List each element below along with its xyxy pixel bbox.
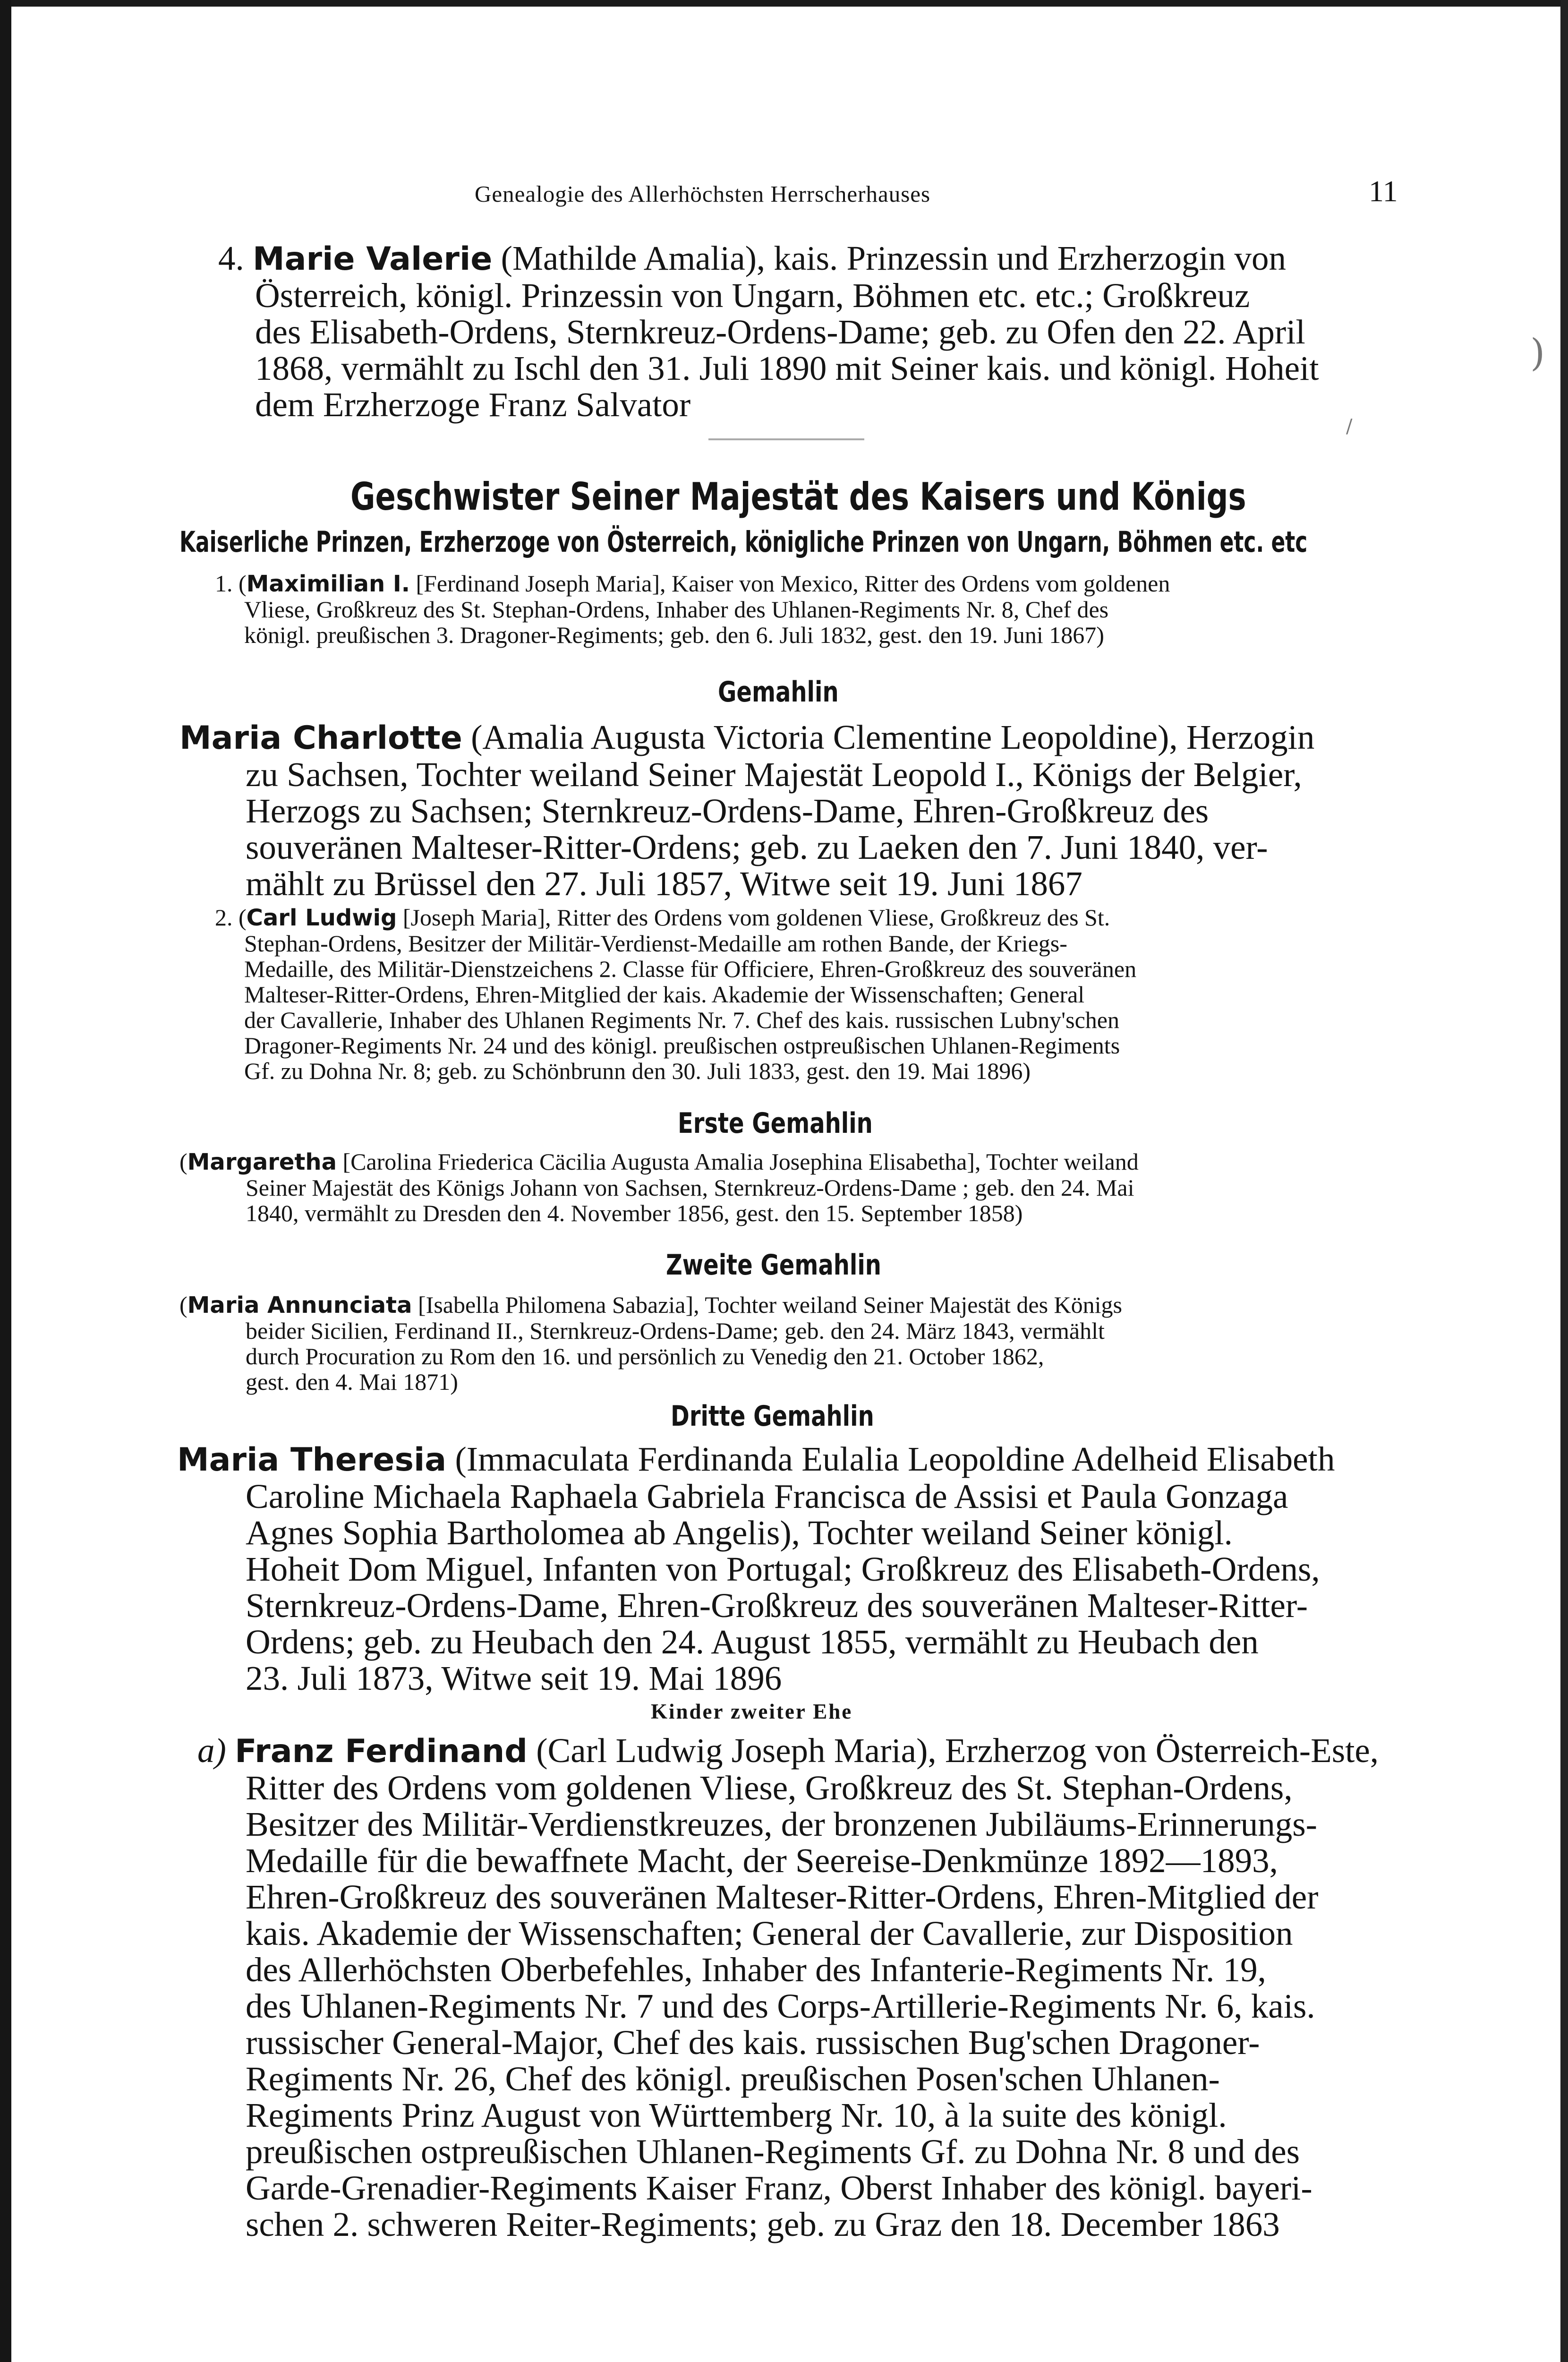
entry-maximilian: [215, 571, 1170, 648]
entry-name: Margaretha: [187, 1149, 337, 1175]
entry-line: souveränen Malteser-Ritter-Ordens; geb. zu Laeken den 7. Juni 1840, ver-: [246, 828, 1268, 866]
scan-mark-slash: /: [1346, 416, 1353, 437]
entry-line: Österreich, königl. Prinzessin von Ungarn, Böhmen etc. etc.; Großkreuz: [255, 276, 1250, 315]
entry-line: Regiments Nr. 26, Chef des königl. preußischen Posen'schen Uhlanen-: [246, 2060, 1220, 2098]
entry-number: 1. (: [215, 570, 247, 597]
entry-line: [Joseph Maria], Ritter des Ordens vom goldenen Vliese, Großkreuz des St.: [397, 904, 1110, 931]
entry-name: Maria Theresia: [177, 1441, 447, 1479]
section-divider: [708, 438, 864, 440]
entry-line: [Ferdinand Joseph Maria], Kaiser von Mexico, Ritter des Ordens vom goldenen: [409, 570, 1170, 597]
entry-line: Regiments Prinz August von Württemberg Nr. 10, à la suite des königl.: [246, 2096, 1227, 2134]
heading-gemahlin: [718, 676, 869, 709]
entry-line: (Mathilde Amalia), kais. Prinzessin und Erzherzogin von: [492, 239, 1287, 277]
subsection-heading: Erste Gemahlin: [678, 1107, 873, 1140]
entry-name: Carl Ludwig: [246, 905, 397, 931]
entry-franz-ferdinand: [197, 1732, 1379, 2242]
entry-name: Maria Annunciata: [187, 1292, 412, 1318]
entry-line: Besitzer des Militär-Verdienstkreuzes, der bronzenen Jubiläums-Erinnerungs-: [246, 1805, 1317, 1843]
subsection-heading: Dritte Gemahlin: [671, 1400, 874, 1433]
entry-name: Maximilian I.: [246, 571, 410, 597]
entry-line: Ritter des Ordens vom goldenen Vliese, Großkreuz des St. Stephan-Ordens,: [246, 1769, 1293, 1807]
entry-line: Medaille, des Militär-Dienstzeichens 2. Classe für Officiere, Ehren-Großkreuz des souveränen: [244, 956, 1137, 982]
scan-edge-left: [0, 0, 11, 2362]
entry-line: [Carolina Friederica Cäcilia Augusta Amalia Josephina Elisabetha], Tochter weiland: [336, 1148, 1139, 1175]
section-title: Geschwister Seiner Majestät des Kaisers und Königs: [350, 475, 1246, 519]
entry-line: beider Sicilien, Ferdinand II., Sternkreuz-Ordens-Dame; geb. den 24. März 1843, vermählt: [246, 1318, 1105, 1344]
entry-marie-valerie: [218, 240, 1319, 423]
entry-line: preußischen ostpreußischen Uhlanen-Regiments Gf. zu Dohna Nr. 8 und des: [246, 2132, 1300, 2171]
section-subheading: [179, 525, 1568, 559]
section-heading: [350, 475, 1470, 519]
entry-line: Stephan-Ordens, Besitzer der Militär-Verdienst-Medaille am rothen Bande, der Kriegs-: [244, 930, 1067, 957]
entry-name: Franz Ferdinand: [235, 1733, 528, 1770]
entry-line: Ehren-Großkreuz des souveränen Malteser-Ritter-Ordens, Ehren-Mitglied der: [246, 1878, 1319, 1916]
entry-line: königl. preußischen 3. Dragoner-Regiments; geb. den 6. Juli 1832, gest. den 19. Juni 1867): [244, 622, 1104, 648]
entry-line: des Allerhöchsten Oberbefehles, Inhaber des Infanterie-Regiments Nr. 19,: [246, 1951, 1266, 1989]
entry-name: Maria Charlotte: [179, 719, 462, 757]
entry-marker: a): [197, 1731, 226, 1770]
subsection-heading: Gemahlin: [718, 676, 839, 709]
scan-edge-top: [0, 0, 1568, 7]
heading-dritte-gemahlin: [671, 1400, 925, 1433]
entry-line: Malteser-Ritter-Ordens, Ehren-Mitglied der kais. Akademie der Wissenschaften; General: [244, 981, 1085, 1008]
running-title: Genealogie des Allerhöchsten Herrscherhauses: [475, 181, 931, 207]
entry-line: russischer General-Major, Chef des kais. russischen Bug'schen Dragoner-: [246, 2023, 1260, 2062]
entry-line: Caroline Michaela Raphaela Gabriela Francisca de Assisi et Paula Gonzaga: [246, 1477, 1288, 1515]
entry-line: schen 2. schweren Reiter-Regiments; geb. zu Graz den 18. December 1863: [246, 2205, 1280, 2243]
entry-prefix: (: [179, 1148, 187, 1175]
entry-maria-charlotte: [179, 719, 1314, 902]
entry-line: kais. Akademie der Wissenschaften; General der Cavallerie, zur Disposition: [246, 1914, 1293, 1952]
entry-number: 2. (: [215, 904, 247, 931]
entry-maria-annunciata: [179, 1292, 1122, 1395]
entry-line: (Amalia Augusta Victoria Clementine Leopoldine), Herzogin: [462, 718, 1315, 756]
entry-line: durch Procuration zu Rom den 16. und persönlich zu Venedig den 21. October 1862,: [246, 1343, 1044, 1369]
entry-line: Vliese, Großkreuz des St. Stephan-Ordens, Inhaber des Uhlanen-Regiments Nr. 8, Chef des: [244, 596, 1109, 623]
scan-mark-bracket: ): [1530, 331, 1545, 375]
section-subtitle: Kaiserliche Prinzen, Erzherzoge von Österreich, königliche Prinzen von Ungarn, Böhmen etc. etc: [179, 525, 1308, 559]
entry-line: 23. Juli 1873, Witwe seit 19. Mai 1896: [246, 1659, 782, 1697]
entry-margaretha: [179, 1149, 1139, 1226]
entry-line: 1840, vermählt zu Dresden den 4. November 1856, gest. den 15. September 1858): [246, 1200, 1023, 1226]
heading-erste-gemahlin: [678, 1107, 921, 1140]
entry-line: zu Sachsen, Tochter weiland Seiner Majestät Leopold I., Königs der Belgier,: [246, 755, 1302, 794]
entry-line: [Isabella Philomena Sabazia], Tochter weiland Seiner Majestät des Königs: [412, 1292, 1122, 1318]
entry-line: Dragoner-Regiments Nr. 24 und des königl. preußischen ostpreußischen Uhlanen-Regiments: [244, 1032, 1120, 1059]
entry-line: Sternkreuz-Ordens-Dame, Ehren-Großkreuz des souveränen Malteser-Ritter-: [246, 1586, 1308, 1625]
entry-line: Garde-Grenadier-Regiments Kaiser Franz, Oberst Inhaber des königl. bayeri-: [246, 2169, 1312, 2207]
entry-line: Hoheit Dom Miguel, Infanten von Portugal; Großkreuz des Elisabeth-Ordens,: [246, 1550, 1320, 1588]
entry-line: Seiner Majestät des Königs Johann von Sachsen, Sternkreuz-Ordens-Dame ; geb. den 24. Mai: [246, 1174, 1134, 1201]
heading-kinder: Kinder zweiter Ehe: [651, 1700, 853, 1723]
entry-line: Herzogs zu Sachsen; Sternkreuz-Ordens-Dame, Ehren-Großkreuz des: [246, 792, 1209, 830]
entry-line: 1868, vermählt zu Ischl den 31. Juli 1890 mit Seiner kais. und königl. Hoheit: [255, 349, 1319, 387]
entry-line: (Immaculata Ferdinanda Eulalia Leopoldine Adelheid Elisabeth: [446, 1440, 1335, 1478]
entry-line: dem Erzherzoge Franz Salvator: [255, 385, 691, 424]
entry-number: 4.: [218, 239, 244, 277]
subsection-heading: Zweite Gemahlin: [666, 1249, 881, 1282]
entry-line: gest. den 4. Mai 1871): [246, 1369, 458, 1395]
entry-line: Agnes Sophia Bartholomea ab Angelis), Tochter weiland Seiner königl.: [246, 1514, 1233, 1552]
entry-line: Ordens; geb. zu Heubach den 24. August 1855, vermählt zu Heubach den: [246, 1623, 1259, 1661]
entry-line: mählt zu Brüssel den 27. Juli 1857, Witwe seit 19. Juni 1867: [246, 864, 1082, 903]
entry-line: Gf. zu Dohna Nr. 8; geb. zu Schönbrunn den 30. Juli 1833, gest. den 19. Mai 1896): [244, 1058, 1031, 1084]
scan-edge-right: [1560, 0, 1568, 2362]
entry-maria-theresia: [177, 1441, 1335, 1696]
heading-zweite-gemahlin: [666, 1249, 935, 1282]
entry-carl-ludwig: [215, 905, 1136, 1084]
entry-line: des Elisabeth-Ordens, Sternkreuz-Ordens-Dame; geb. zu Ofen den 22. April: [255, 313, 1305, 351]
entry-line: (Carl Ludwig Joseph Maria), Erzherzog von Österreich-Este,: [527, 1731, 1379, 1770]
entry-line: der Cavallerie, Inhaber des Uhlanen Regiments Nr. 7. Chef des kais. russischen Lubny'schen: [244, 1007, 1119, 1033]
entry-line: Medaille für die bewaffnete Macht, der Seereise-Denkmünze 1892—1893,: [246, 1841, 1278, 1880]
entry-name: Marie Valerie: [253, 240, 493, 278]
entry-prefix: (: [179, 1292, 187, 1318]
page-number: 11: [1369, 174, 1398, 208]
entry-line: des Uhlanen-Regiments Nr. 7 und des Corps-Artillerie-Regiments Nr. 6, kais.: [246, 1987, 1315, 2025]
